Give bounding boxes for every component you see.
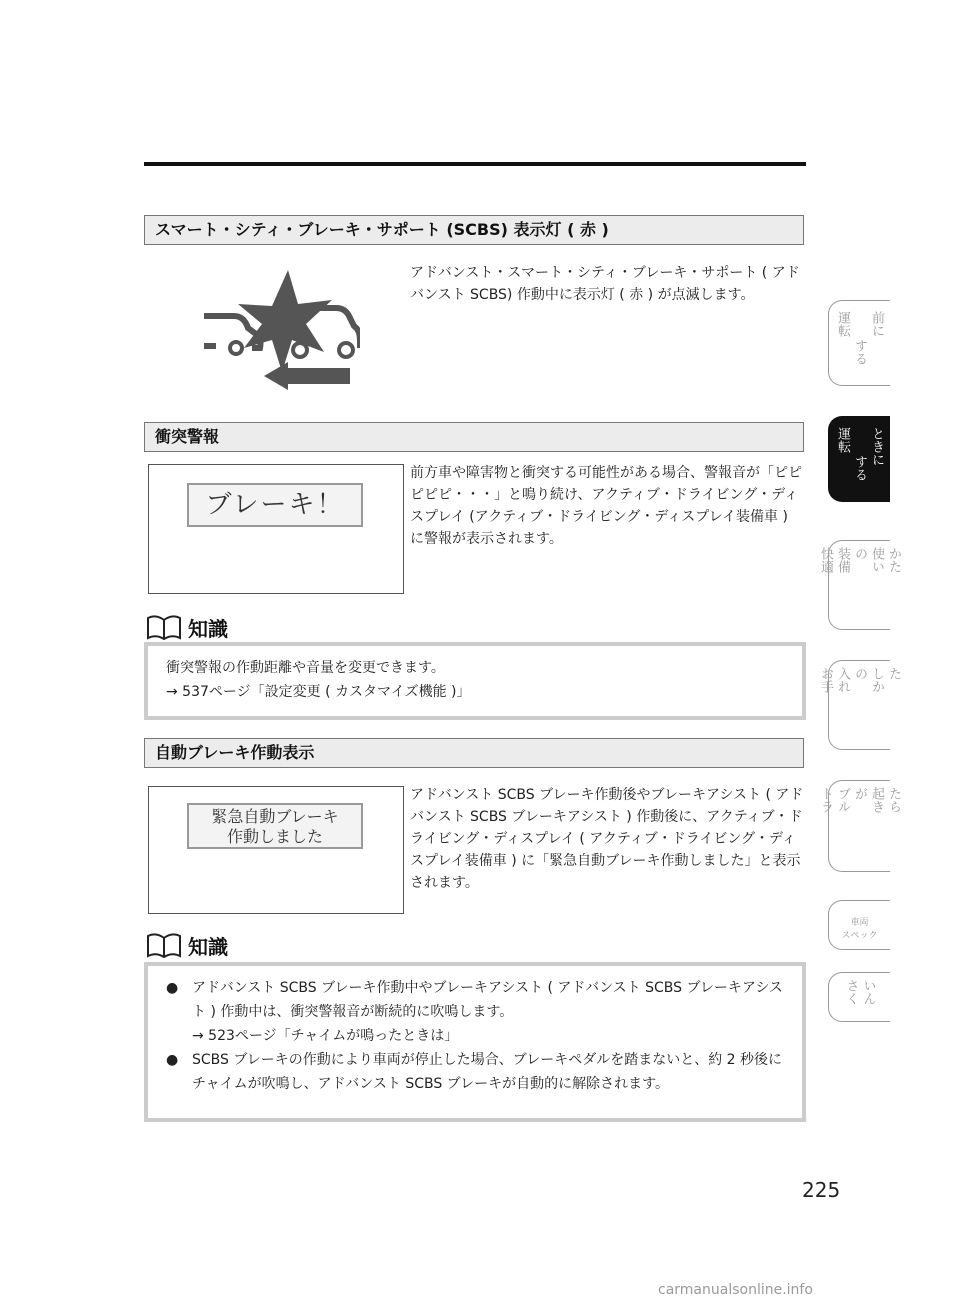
page-number: 225: [802, 1178, 841, 1202]
tab-trouble-col-5: たら: [886, 787, 901, 813]
collision-warning-description: 前方車や障害物と衝突する可能性がある場合、警報音が「ピピピピピ・・・」と鳴り続け、アクティブ・ドライビング・ディスプレイ (アクティブ・ドライビング・ディスプレイ装備車 ) に警報が表示されます。: [410, 465, 802, 547]
tab-trouble-col-1: トラ: [818, 787, 833, 813]
scbs-warning-lamp-icon: [200, 268, 360, 398]
tab-before-driving-col-2: する: [852, 339, 867, 365]
auto-brake-label-line-1: 緊急自動ブレーキ: [211, 807, 339, 826]
auto-brake-description: アドバンスト SCBS ブレーキ作動後やブレーキアシスト ( アドバンスト SCBS ブレーキアシスト ) 作動後に、アクティブ・ドライビング・ディスプレイ ( アクティブ・ドライビング・ディスプレイ装備車 ) に「緊急自動ブレーキ作動しました」と表示されます。: [410, 787, 804, 891]
knowledge-2-bullet-1: [166, 976, 784, 1024]
tab-before-driving-col-1: 運転: [835, 311, 850, 337]
tab-trouble-col-3: が: [852, 787, 867, 800]
knowledge-label: 知識: [188, 616, 228, 641]
auto-brake-label: [187, 803, 363, 849]
section-heading-auto-brake: 自動ブレーキ作動表示: [144, 738, 804, 768]
tab-comfort-col-1: 快適: [818, 547, 833, 573]
tab-comfort-equipment[interactable]: [818, 540, 901, 630]
knowledge-box-2: [144, 962, 806, 1122]
tab-comfort-col-5: かた: [886, 547, 901, 573]
tab-trouble-col-2: ブル: [835, 787, 850, 813]
tab-maintenance[interactable]: [818, 660, 901, 750]
tab-comfort-col-3: の: [852, 547, 867, 560]
book-icon: [146, 932, 182, 958]
auto-brake-display-box: [148, 786, 404, 914]
knowledge-heading-1: [146, 612, 228, 642]
collision-warning-display-box: [148, 464, 404, 594]
knowledge-2-reference-link[interactable]: → 523ページ「チャイムが鳴ったときは」: [192, 1028, 459, 1044]
tab-while-driving-col-2: する: [852, 455, 867, 481]
tab-specs-line-1: 車両: [850, 918, 869, 928]
knowledge-2-bullet-2: [166, 1048, 784, 1096]
knowledge-heading-2: [146, 930, 228, 960]
tab-vehicle-specs[interactable]: [828, 900, 890, 950]
knowledge-1-reference-link[interactable]: → 537ページ「設定変更 ( カスタマイズ機能 )」: [166, 684, 471, 700]
tab-comfort-col-4: 使い: [869, 547, 884, 573]
tab-index-col-2: いん: [860, 979, 876, 1005]
book-icon: [146, 614, 182, 640]
knowledge-2-bullet-2-text: SCBS ブレーキの作動により車両が停止した場合、ブレーキペダルを踏まないと、約 2 秒後にチャイムが吹鳴し、アドバンスト SCBS ブレーキが自動的に解除されます。: [192, 1052, 783, 1092]
tab-specs-line-2: スペック: [841, 931, 878, 941]
knowledge-1-line-1: 衝突警報の作動距離や音量を変更できます。: [166, 660, 445, 676]
tab-before-driving-col-3: 前に: [869, 311, 884, 337]
section-heading-scbs-lamp: スマート・シティ・ブレーキ・サポート (SCBS) 表示灯 ( 赤 ): [144, 215, 804, 245]
tab-index[interactable]: [828, 972, 890, 1022]
tab-comfort-col-2: 装備: [835, 547, 850, 573]
brake-warning-label: ブレーキ！: [187, 483, 363, 527]
tab-before-driving[interactable]: [828, 300, 890, 386]
scbs-lamp-description: アドバンスト・スマート・シティ・ブレーキ・サポート ( アドバンスト SCBS) 作動中に表示灯 ( 赤 ) が点滅します。: [410, 265, 800, 303]
tab-while-driving-col-3: ときに: [869, 427, 884, 466]
section-heading-collision-warning: 衝突警報: [144, 422, 804, 452]
tab-maintenance-col-2: 入れ: [835, 667, 850, 693]
knowledge-box-1: [144, 642, 806, 720]
tab-maintenance-col-3: の: [852, 667, 867, 680]
tab-trouble-col-4: 起き: [869, 787, 884, 813]
bullet-dot: ●: [166, 1052, 179, 1068]
knowledge-2-bullet-1-text: アドバンスト SCBS ブレーキ作動中やブレーキアシスト ( アドバンスト SCBS ブレーキアシスト ) 作動中は、衝突警報音が断続的に吹鳴します。: [192, 980, 783, 1020]
tab-maintenance-col-1: お手: [818, 667, 833, 693]
tab-index-col-1: さく: [843, 979, 859, 1005]
auto-brake-label-line-2: 作動しました: [226, 827, 323, 846]
watermark: carmanualsonline.info: [658, 1282, 813, 1298]
tab-maintenance-col-5: た: [886, 667, 901, 680]
tab-maintenance-col-4: しか: [869, 667, 884, 693]
tab-while-driving[interactable]: [828, 416, 890, 502]
bullet-dot: ●: [166, 980, 179, 996]
tab-troubleshooting[interactable]: [818, 780, 901, 872]
top-rule: [144, 162, 806, 166]
knowledge-label: 知識: [188, 934, 228, 959]
tab-while-driving-col-1: 運転: [835, 427, 850, 453]
